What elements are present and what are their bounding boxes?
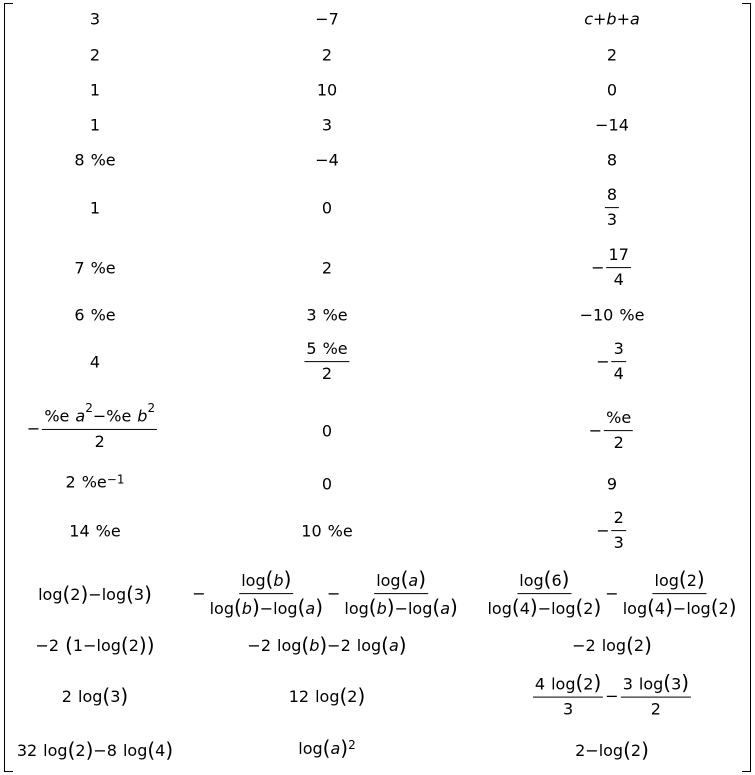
cell-r3-c3: 0: [606, 80, 618, 100]
cell-r1-c1: 3: [89, 9, 101, 29]
cell-r12-c1: 14 %e: [69, 521, 121, 541]
cell-r6-c3: $\frac{8}{3}$: [606, 185, 618, 230]
left-bracket: [4, 3, 13, 772]
cell-r4-c1: 1: [89, 115, 101, 135]
cell-r15-c2: 12 log ( 2 ): [288, 684, 366, 708]
cell-r5-c3: 8: [606, 150, 618, 170]
cell-r8-c3: − 10 %e: [579, 305, 645, 325]
cell-r1-c3: c + b + a: [584, 9, 640, 29]
cell-r6-c1: 1: [89, 198, 101, 218]
cell-r14-c2: − 2 log ( b ) − 2 log ( a ): [247, 633, 407, 657]
cell-r13-c3: $\frac{\log(6)}{\log(4)-\log(2)}$ − $\frac{\log(2)}{\log(4)-\log(2)}$: [487, 567, 737, 620]
cell-r15-c3: $\frac{4 \log(2)}{3}$ − $\frac{3 \log(3)}{2}$: [534, 670, 690, 719]
cell-r16-c2: log ( a ) $^2$: [298, 736, 356, 760]
cell-r4-c3: − 14: [595, 115, 629, 135]
cell-r9-c3: − $\frac{3}{4}$: [596, 339, 624, 384]
cell-r14-c1: − 2 ( 1 − log ( 2 ) ): [35, 633, 155, 657]
cell-r5-c1: 8 %e: [74, 150, 116, 170]
cell-r11-c1: 2 %e $^{-1}$: [65, 472, 125, 492]
cell-r1-c2: − 7: [315, 9, 339, 29]
cell-r2-c1: 2: [89, 45, 101, 65]
cell-r2-c2: 2: [321, 45, 333, 65]
cell-r10-c1: − $\frac{\%e a^2-\%e b^2}{2}$: [26, 400, 156, 451]
cell-r12-c2: 10 %e: [301, 521, 353, 541]
cell-r3-c2: 10: [316, 80, 338, 100]
cell-r13-c1: log ( 2 ) − log ( 3 ): [38, 582, 152, 606]
cell-r13-c2: − $\frac{\log(b)}{\log(b)-\log(a)}$ − $\frac{\log(a)}{\log(b)-\log(a)}$: [192, 567, 458, 620]
cell-r3-c1: 1: [89, 80, 101, 100]
cell-r14-c3: − 2 log ( 2 ): [572, 633, 652, 657]
cell-r16-c3: 2 − log ( 2 ): [575, 738, 649, 762]
cell-r2-c3: 2: [606, 45, 618, 65]
cell-r11-c3: 9: [606, 474, 618, 494]
cell-r10-c3: − $\frac{\%e}{2}$: [588, 408, 632, 453]
cell-r5-c2: − 4: [315, 150, 339, 170]
cell-r12-c3: − $\frac{2}{3}$: [596, 508, 624, 553]
cell-r8-c2: 3 %e: [306, 305, 348, 325]
cell-r11-c2: 0: [321, 474, 333, 494]
cell-r10-c2: 0: [321, 421, 333, 441]
cell-r7-c1: 7 %e: [74, 258, 116, 278]
cell-r9-c2: $\frac{5 \%e}{2}$: [306, 339, 348, 384]
cell-r7-c3: − $\frac{17}{4}$: [591, 245, 629, 290]
cell-r9-c1: 4: [89, 352, 101, 372]
cell-r8-c1: 6 %e: [74, 305, 116, 325]
right-bracket: [742, 3, 751, 772]
cell-r4-c2: 3: [321, 115, 333, 135]
cell-r16-c1: 32 log ( 2 ) − 8 log ( 4 ): [16, 738, 174, 762]
cell-r6-c2: 0: [321, 198, 333, 218]
cell-r7-c2: 2: [321, 258, 333, 278]
cell-r15-c1: 2 log ( 3 ): [61, 684, 129, 708]
